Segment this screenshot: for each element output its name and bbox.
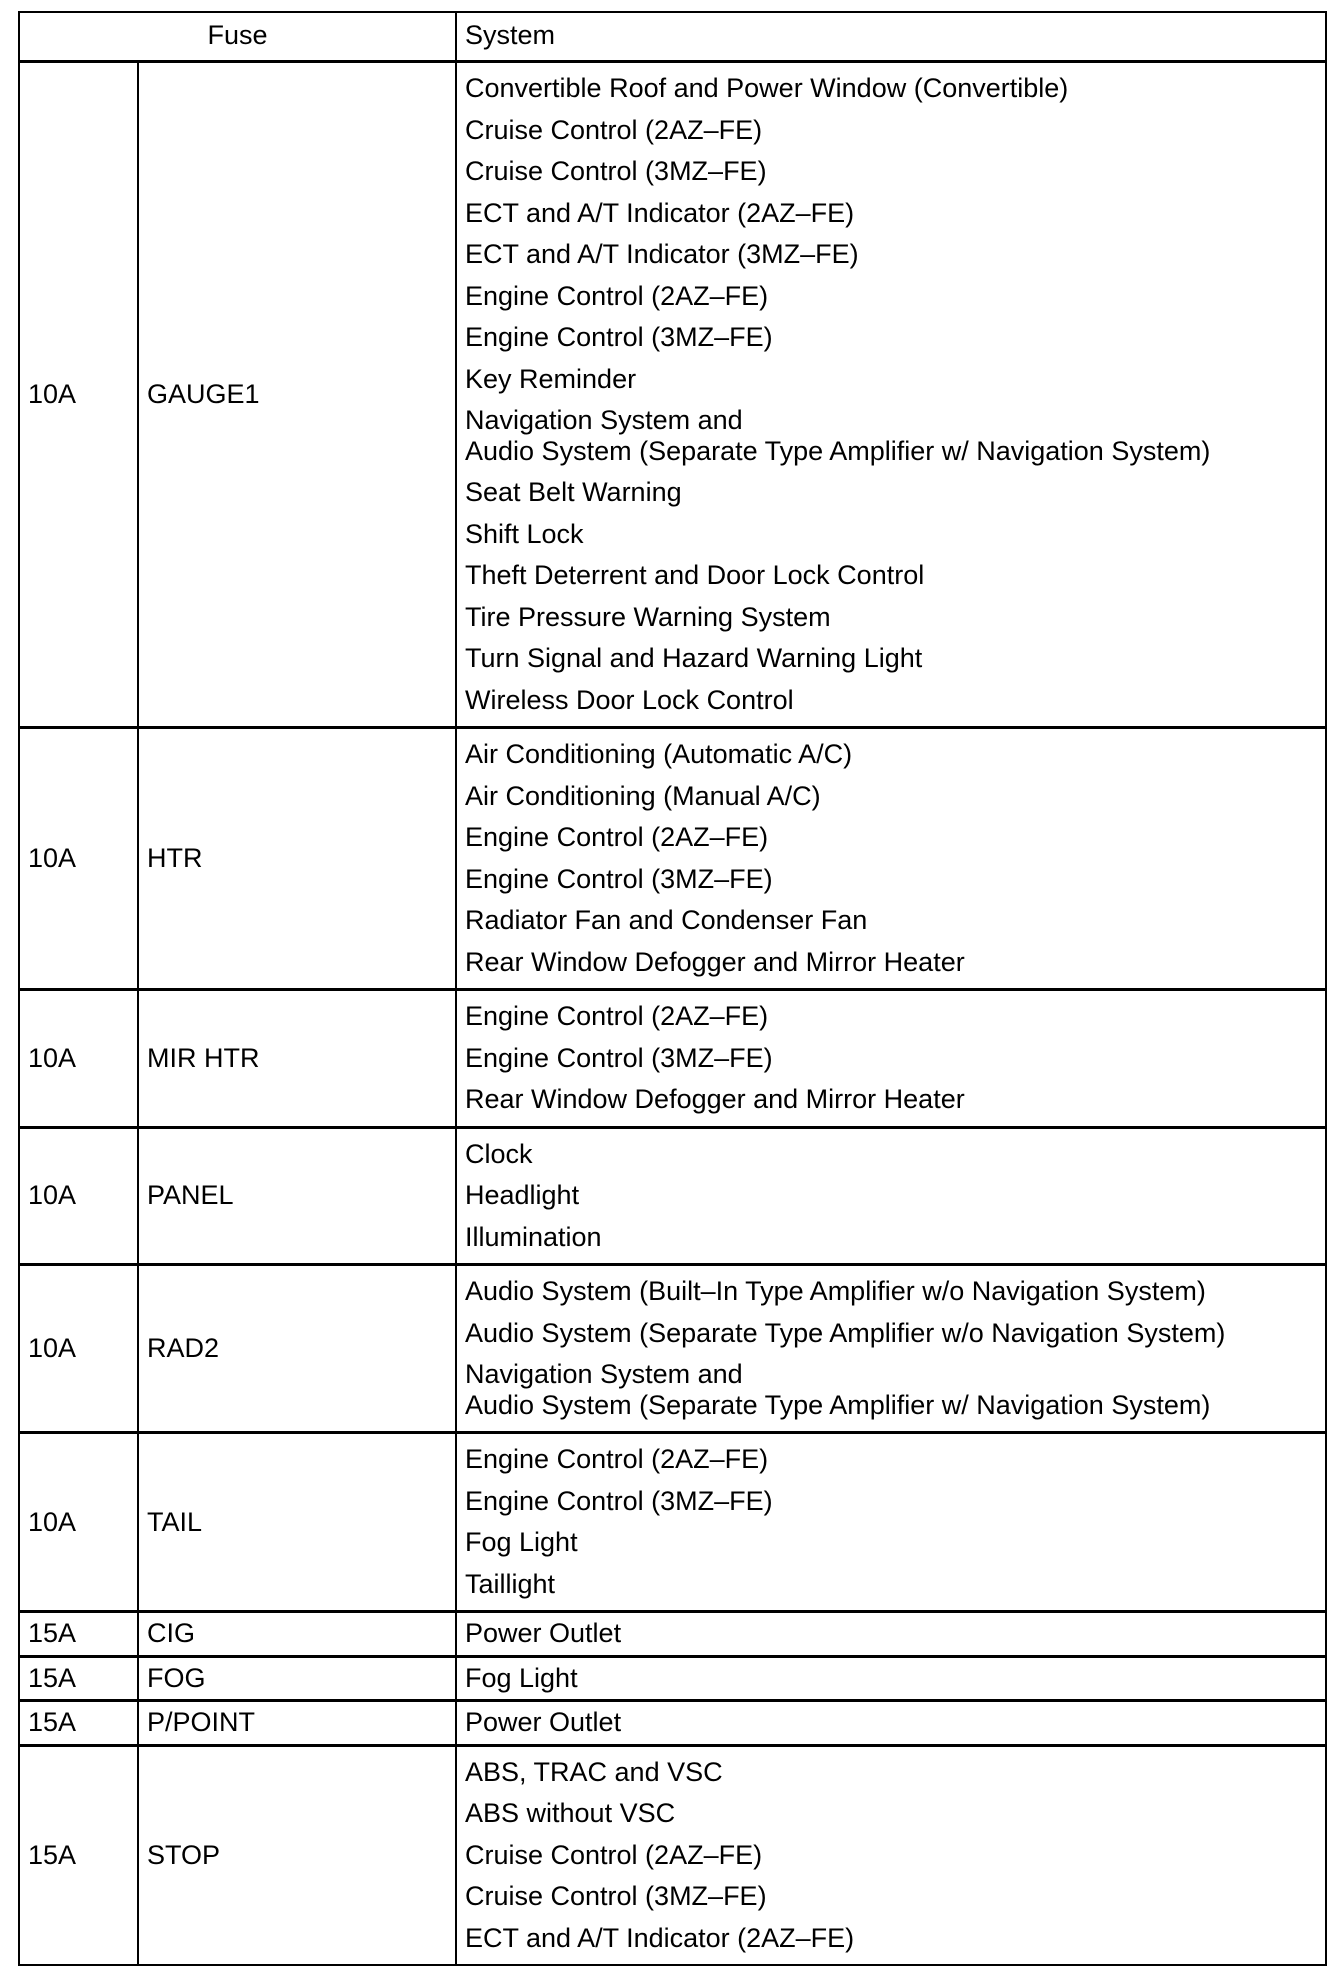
system-item: Clock [465, 1138, 533, 1169]
fuse-amperage: 15A [19, 1656, 138, 1701]
system-item: Engine Control (3MZ–FE) [465, 863, 773, 894]
system-item: ECT and A/T Indicator (2AZ–FE) [465, 197, 855, 228]
system-item: Theft Deterrent and Door Lock Control [465, 560, 925, 590]
system-item: Engine Control (3MZ–FE) [465, 1042, 773, 1073]
system-item: Air Conditioning (Manual A/C) [465, 780, 821, 811]
system-item: Engine Control (3MZ–FE) [465, 322, 773, 352]
fuse-amperage: 10A [19, 990, 138, 1128]
fuse-name: GAUGE1 [138, 62, 456, 728]
fuse-row [19, 728, 1326, 990]
fuse-table [18, 11, 1327, 1966]
fuse-systems [456, 1127, 1326, 1265]
system-item: Engine Control (3MZ–FE) [465, 1485, 773, 1516]
fuse-row [19, 1656, 1326, 1701]
system-item: Power Outlet [465, 1707, 622, 1737]
system-column-header: System [456, 12, 1326, 62]
system-item: Taillight [465, 1568, 556, 1599]
system-item [465, 400, 1317, 472]
fuse-name: PANEL [138, 1127, 456, 1265]
fuse-amperage: 15A [19, 1612, 138, 1657]
system-item: Fog Light [465, 1662, 578, 1693]
system-item: Wireless Door Lock Control [465, 684, 794, 715]
fuse-row [19, 62, 1326, 728]
fuse-name: FOG [138, 1656, 456, 1701]
system-item: Engine Control (2AZ–FE) [465, 822, 769, 852]
fuse-systems [456, 1745, 1326, 1965]
fuse-systems [456, 1612, 1326, 1657]
fuse-row [19, 1265, 1326, 1433]
system-item: Engine Control (2AZ–FE) [465, 280, 769, 311]
system-item: Air Conditioning (Automatic A/C) [465, 739, 853, 769]
system-item: Headlight [465, 1180, 580, 1210]
system-item: Engine Control (2AZ–FE) [465, 1444, 769, 1474]
system-item: ECT and A/T Indicator (3MZ–FE) [465, 239, 859, 269]
fuse-systems [456, 1701, 1326, 1746]
system-item-line: Navigation System and [465, 1359, 743, 1389]
fuse-row [19, 1127, 1326, 1265]
system-item: Fog Light [465, 1527, 578, 1557]
fuse-amperage: 10A [19, 728, 138, 990]
fuse-systems [456, 1433, 1326, 1612]
system-item: Cruise Control (2AZ–FE) [465, 114, 763, 145]
system-item: Audio System (Built–In Type Amplifier w/o Navigation System) [465, 1276, 1206, 1306]
system-item: Power Outlet [465, 1618, 622, 1648]
fuse-amperage: 10A [19, 1433, 138, 1612]
system-item: Cruise Control (2AZ–FE) [465, 1839, 763, 1870]
system-item: ABS without VSC [465, 1798, 676, 1828]
system-item: ABS, TRAC and VSC [465, 1756, 723, 1787]
system-item: Illumination [465, 1221, 602, 1252]
system-item: Radiator Fan and Condenser Fan [465, 905, 868, 935]
fuse-amperage: 10A [19, 62, 138, 728]
system-item [465, 1354, 1317, 1426]
system-item: Convertible Roof and Power Window (Convertible) [465, 73, 1069, 103]
system-item: Rear Window Defogger and Mirror Heater [465, 946, 965, 977]
fuse-amperage: 15A [19, 1701, 138, 1746]
fuse-name: CIG [138, 1612, 456, 1657]
fuse-row [19, 1612, 1326, 1657]
fuse-amperage: 10A [19, 1265, 138, 1433]
fuse-name: P/POINT [138, 1701, 456, 1746]
system-item: Seat Belt Warning [465, 477, 682, 507]
fuse-name: HTR [138, 728, 456, 990]
system-item: Shift Lock [465, 518, 584, 549]
fuse-name: RAD2 [138, 1265, 456, 1433]
system-item: Cruise Control (3MZ–FE) [465, 1881, 767, 1911]
system-item: Audio System (Separate Type Amplifier w/o Navigation System) [465, 1317, 1226, 1348]
fuse-column-header: Fuse [19, 12, 456, 62]
fuse-row [19, 1745, 1326, 1965]
system-item-line: Audio System (Separate Type Amplifier w/ Navigation System) [465, 436, 1211, 466]
fuse-amperage: 15A [19, 1745, 138, 1965]
system-item: ECT and A/T Indicator (2AZ–FE) [465, 1922, 855, 1953]
system-item: Cruise Control (3MZ–FE) [465, 156, 767, 186]
system-item: Key Reminder [465, 363, 637, 394]
system-item: Rear Window Defogger and Mirror Heater [465, 1084, 965, 1114]
system-item: Turn Signal and Hazard Warning Light [465, 643, 923, 673]
system-item-line: Audio System (Separate Type Amplifier w/ Navigation System) [465, 1390, 1211, 1420]
fuse-systems [456, 728, 1326, 990]
system-item: Tire Pressure Warning System [465, 601, 831, 632]
fuse-systems [456, 62, 1326, 728]
fuse-name: TAIL [138, 1433, 456, 1612]
fuse-table-body [19, 12, 1326, 1965]
fuse-name: STOP [138, 1745, 456, 1965]
fuse-row [19, 1701, 1326, 1746]
system-item-line: Navigation System and [465, 405, 743, 435]
fuse-row [19, 1433, 1326, 1612]
system-item: Engine Control (2AZ–FE) [465, 1001, 769, 1031]
fuse-name: MIR HTR [138, 990, 456, 1128]
fuse-systems [456, 1656, 1326, 1701]
fuse-systems [456, 1265, 1326, 1433]
fuse-systems [456, 990, 1326, 1128]
header-row [19, 12, 1326, 62]
fuse-row [19, 990, 1326, 1128]
fuse-amperage: 10A [19, 1127, 138, 1265]
